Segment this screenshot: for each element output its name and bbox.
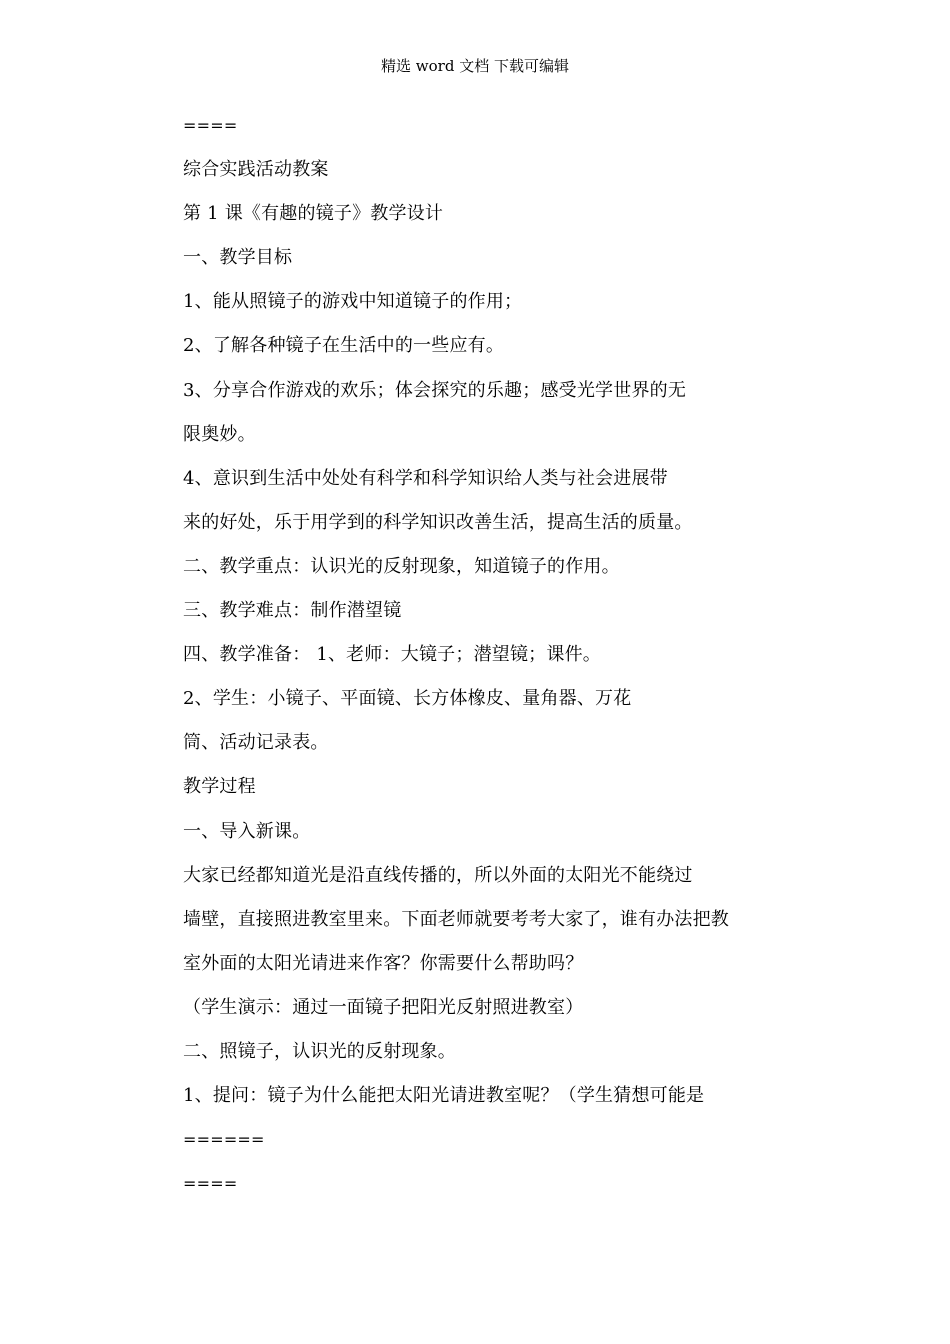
separator-line: ==== [183, 1174, 238, 1194]
paragraph-line: 1、能从照镜子的游戏中知道镜子的作用； [183, 291, 523, 313]
subsection-heading: 一、导入新课。 [183, 820, 311, 842]
document-title: 综合实践活动教案 [183, 159, 329, 181]
page-header: 精选 word 文档 下载可编辑 [381, 57, 569, 75]
section-heading-process: 教学过程 [183, 776, 256, 798]
document-body [183, 112, 783, 1214]
paragraph-line: 2、学生：小镜子、平面镜、长方体橡皮、量角器、万花 [183, 688, 632, 710]
separator-line: ====== [183, 1130, 265, 1150]
paragraph-line: 筒、活动记录表。 [183, 732, 329, 754]
paragraph-line: 限奥妙。 [183, 423, 256, 445]
subsection-heading: 二、照镜子，认识光的反射现象。 [183, 1040, 456, 1062]
paragraph-line: （学生演示：通过一面镜子把阳光反射照进教室） [183, 996, 584, 1018]
paragraph-line: 墙壁，直接照进教室里来。下面老师就要考考大家了，谁有办法把教 [183, 908, 729, 930]
section-heading-difficulties: 三、教学难点：制作潜望镜 [183, 600, 402, 622]
separator-line: ==== [183, 116, 238, 135]
paragraph-line: 大家已经都知道光是沿直线传播的，所以外面的太阳光不能绕过 [183, 864, 693, 886]
lesson-title: 第 1 课《有趣的镜子》教学设计 [183, 203, 444, 225]
paragraph-line: 1、提问：镜子为什么能把太阳光请进教室呢？（学生猜想可能是 [183, 1085, 705, 1107]
section-heading-preparation: 四、教学准备： 1、老师：大镜子；潜望镜；课件。 [183, 644, 601, 666]
paragraph-line: 室外面的太阳光请进来作客？你需要什么帮助吗？ [183, 952, 584, 974]
paragraph-line: 2、了解各种镜子在生活中的一些应有。 [183, 335, 505, 357]
paragraph-line: 来的好处，乐于用学到的科学知识改善生活，提高生活的质量。 [183, 511, 693, 533]
paragraph-line: 4、意识到生活中处处有科学和科学知识给人类与社会进展带 [183, 467, 668, 489]
section-heading-key-points: 二、教学重点：认识光的反射现象，知道镜子的作用。 [183, 555, 620, 577]
section-heading-objectives: 一、教学目标 [183, 247, 293, 269]
paragraph-line: 3、分享合作游戏的欢乐；体会探究的乐趣；感受光学世界的无 [183, 379, 687, 401]
